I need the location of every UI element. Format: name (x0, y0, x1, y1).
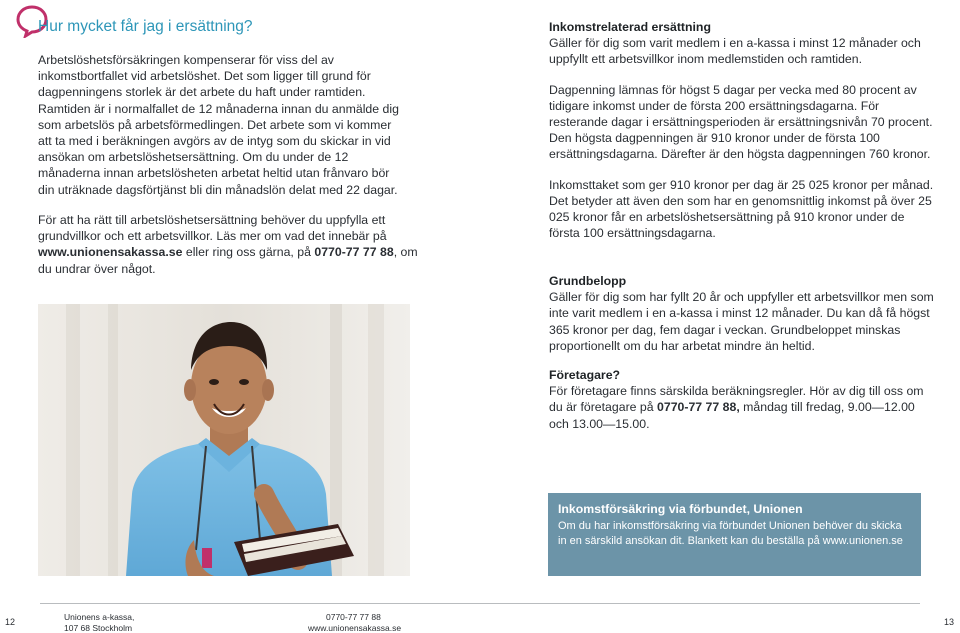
portrait-photo (38, 304, 410, 576)
basic-amount-paragraph: Gäller för dig som har fyllt 20 år och uppfyller ett arbetsvillkor men som inte varit medlem i en a-kassa i minst 12 månader. Du kan då få högst 365 kronor per dag, fem dagar i veckan. Grundbeloppet minskas proportionellt om du har arbetat mindre än heltid. (549, 289, 934, 354)
info-box-body: Om du har inkomstförsäkring via förbundet Unionen behöver du skicka in en särskild ansökan dit. Blankett kan du beställa på www.unionen.se (558, 519, 908, 549)
business-owner-text-end: måndag till fredag, 9.00—12.00 och 13.00—15.00. (549, 400, 915, 430)
page-number-right: 13 (944, 617, 954, 627)
phone-number: 0770-77 77 88 (314, 245, 393, 259)
income-related-paragraph-1: Gäller för dig som varit medlem i en a-kassa i minst 12 månader och uppfyllt ett arbetsvillkor inom medlemstiden och ramtiden. (549, 35, 934, 67)
income-related-title: Inkomstrelaterad ersättning (549, 19, 934, 35)
business-owner-phone: 0770-77 77 88, (657, 400, 740, 414)
unionensakassa-link[interactable]: www.unionensakassa.se (38, 245, 182, 259)
conditions-text-end: , om du undrar över något. (38, 245, 418, 275)
conditions-text-middle: eller ring oss gärna, på (182, 245, 314, 259)
income-related-section (549, 19, 934, 241)
intro-paragraph (38, 52, 403, 198)
business-owner-text-start: För företagare finns särskilda beräkningsregler. Hör av dig till oss om du är företagare på (549, 384, 924, 414)
conditions-text-start: För att ha rätt till arbetslöshetsersättning behöver du uppfylla ett grundvillkor och ett arbetsvillkor. Läs mer om vad det innebär på (38, 213, 387, 243)
business-owner-section (549, 367, 934, 432)
income-related-paragraph-2: Dagpenning lämnas för högst 5 dagar per vecka med 80 procent av tidigare inkomst under de första 200 ersättningsdagarna. För resterande dagar i ersättningsperioden är ersättningsnivån 70 procent. Den högsta dagpenningen är 910 kronor under de första 100 ersättningsdagarna. Därefter är den högsta dagpenningen 760 kronor. (549, 82, 934, 163)
footer-divider (40, 603, 920, 604)
page-number-left: 12 (5, 617, 15, 627)
basic-amount-title: Grundbelopp (549, 273, 934, 289)
business-owner-title: Företagare? (549, 367, 934, 383)
footer-address-line-2: 107 68 Stockholm (64, 623, 134, 633)
conditions-text (38, 212, 418, 277)
footer-phone: 0770-77 77 88 (308, 612, 401, 623)
footer-contact (308, 612, 401, 633)
business-owner-paragraph (549, 383, 934, 432)
conditions-paragraph (38, 212, 418, 277)
footer-address-line-1: Unionens a-kassa, (64, 612, 134, 623)
page-heading: Hur mycket får jag i ersättning? (38, 18, 253, 36)
left-page (0, 0, 480, 631)
info-box-title: Inkomstförsäkring via förbundet, Unionen (558, 502, 803, 516)
footer-address (64, 612, 134, 633)
income-insurance-box (548, 493, 921, 576)
intro-text: Arbetslöshetsförsäkringen kompenserar för viss del av inkomstbortfallet vid arbetslöshet. Det som ligger till grund för dagpenningens storlek är det arbete du haft under ramtiden. Ramtiden är i normalfallet de 12 månaderna innan du anmälde dig som arbetslös på arbetsförmedlingen. Det arbete som vi kommer att ta med i beräkningen avgörs av de intyg som du skickar in vid ansökan om arbetslöshetsersättning. Om du under de 12 månaderna innan arbetslösheten arbetat heltid utan frånvaro bör din uträknade dagsförtjänst bli din månadslön delat med 22 dagar. (38, 52, 403, 198)
income-related-paragraph-3: Inkomsttaket som ger 910 kronor per dag är 25 025 kronor per månad. Det betyder att även den som har en genomsnittlig inkomst på över 25 025 kronor får en arbetslöshetsersättning på 910 kronor under de första 100 ersättningsdagarna. (549, 177, 934, 242)
footer-website[interactable]: www.unionensakassa.se (308, 623, 401, 633)
basic-amount-section (549, 273, 934, 354)
